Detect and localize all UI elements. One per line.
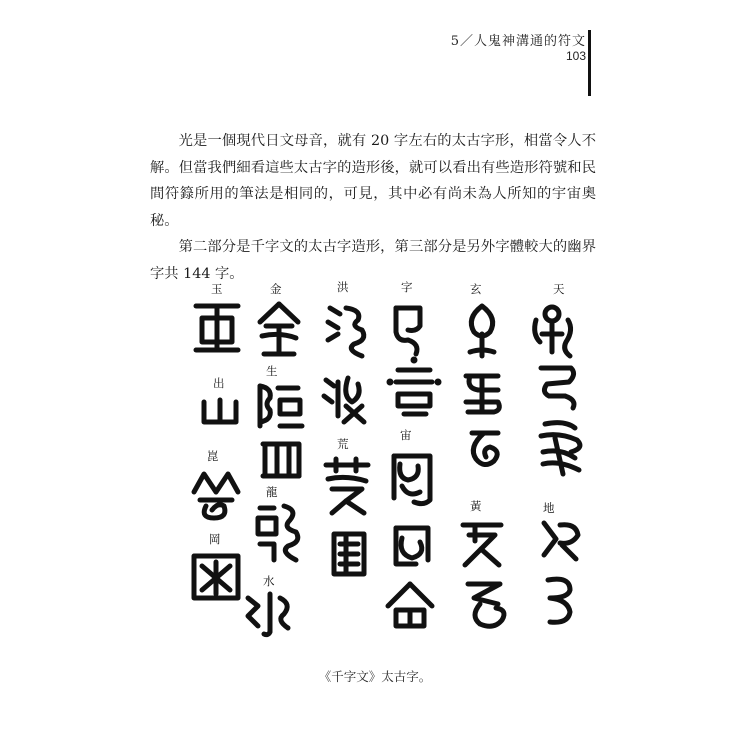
- glyph-long: [250, 500, 308, 568]
- glyph-col4-4: [326, 528, 372, 580]
- glyph-yu: [188, 298, 246, 356]
- chapter-title: 5／人鬼神溝通的符文: [450, 34, 586, 49]
- label-long: 龍: [266, 485, 278, 499]
- label-huang: 黃: [470, 499, 482, 513]
- glyph-shui: [240, 588, 300, 640]
- glyph-col3-2: [384, 356, 444, 418]
- paragraph-2: 第二部分是千字文的太古字造形，第三部分是另外字體較大的幽界字共 144 字。: [150, 239, 596, 282]
- glyph-huang: [455, 515, 510, 571]
- paragraph-1: 光是一個現代日文母音，就有 20 字左右的太古字形，相當令人不解。但當我們細看這些太古字的造形後，就可以看出有些造形符號和民間符籙所用的筆法是相同的，可見，其中必有尚未為人所知的宇宙奧秘。: [150, 133, 596, 229]
- label-di: 地: [543, 501, 555, 515]
- figure-caption: 《千字文》太古字。: [318, 669, 432, 684]
- label-kun: 崑: [207, 449, 219, 463]
- glyph-sheng: [250, 378, 308, 436]
- glyph-col2-3: [462, 425, 508, 477]
- glyph-col3-4: [386, 520, 438, 572]
- glyph-huang2: [318, 455, 376, 517]
- glyph-col1-2: [535, 362, 583, 410]
- glyph-kun: [186, 466, 246, 524]
- glyph-hong: [322, 300, 372, 362]
- glyph-gang: [186, 548, 246, 606]
- label-shui: 水: [263, 574, 275, 588]
- glyph-col2-5: [460, 576, 510, 634]
- label-xuan: 玄: [470, 282, 482, 296]
- label-yu: 玉: [211, 282, 223, 296]
- glyph-col5-3: [255, 436, 307, 482]
- label-zhou: 宙: [400, 428, 412, 442]
- label-tian: 天: [553, 282, 565, 296]
- glyph-col3-5: [380, 580, 440, 632]
- label-huang2: 荒: [337, 437, 349, 451]
- glyph-jin: [252, 298, 306, 360]
- glyph-xuan: [460, 300, 504, 360]
- glyph-zi: [386, 298, 432, 356]
- glyph-col4-2: [318, 372, 374, 428]
- glyph-di: [536, 515, 586, 565]
- label-jin: 金: [270, 282, 282, 296]
- glyph-col1-3: [535, 418, 590, 478]
- page-number: 103: [565, 49, 586, 63]
- label-chu: 出: [213, 376, 225, 390]
- label-hong: 洪: [337, 280, 349, 294]
- glyph-chu: [196, 394, 244, 430]
- glyph-col1-5: [540, 572, 580, 630]
- label-zi: 字: [401, 280, 413, 294]
- label-gang: 岡: [209, 532, 221, 546]
- glyph-tian: [530, 300, 580, 360]
- glyph-col2-2: [458, 368, 508, 416]
- label-sheng: 生: [266, 364, 278, 378]
- glyph-zhou: [384, 448, 440, 510]
